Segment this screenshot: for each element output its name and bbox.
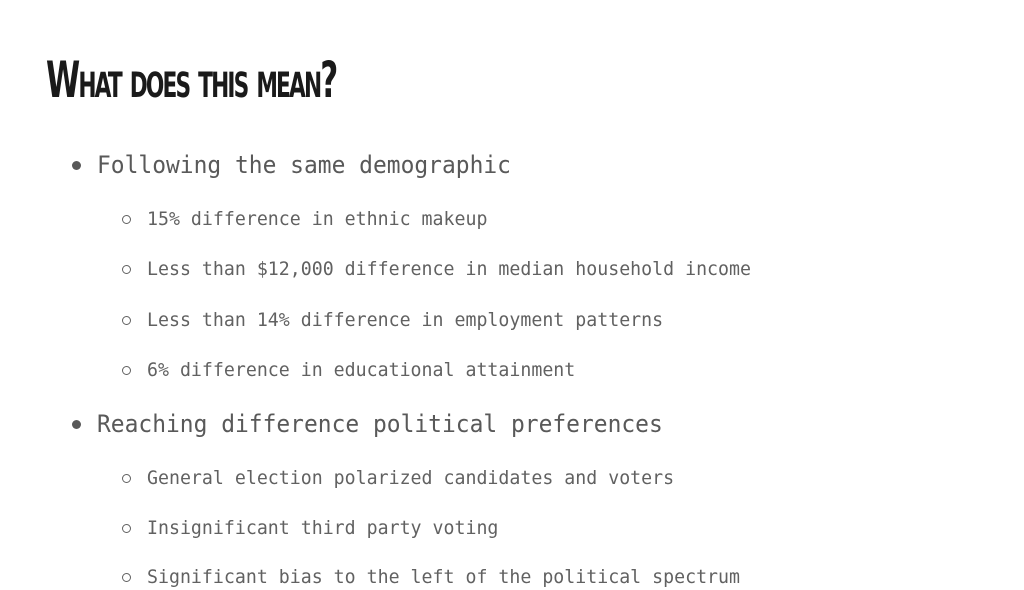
- sub-bullet-item: [122, 465, 696, 491]
- slide-title: What does this mean?: [46, 51, 337, 109]
- filled-bullet-icon: [72, 420, 81, 429]
- sub-bullet-item: [122, 206, 502, 232]
- hollow-bullet-icon: [122, 265, 131, 274]
- sub-bullet-text: 6% difference in educational attainment: [147, 359, 576, 381]
- sub-bullet-item: [122, 564, 765, 590]
- hollow-bullet-icon: [122, 573, 131, 582]
- hollow-bullet-icon: [122, 474, 131, 483]
- sub-bullet-item: [122, 307, 685, 333]
- bullet-item: [72, 149, 530, 181]
- sub-bullet-item: [122, 357, 593, 383]
- bullet-text: Following the same demographic: [97, 151, 511, 179]
- sub-bullet-text: Significant bias to the left of the political spectrum: [147, 566, 741, 588]
- bullet-item: [72, 408, 689, 440]
- hollow-bullet-icon: [122, 524, 131, 533]
- hollow-bullet-icon: [122, 215, 131, 224]
- sub-bullet-item: [122, 515, 513, 541]
- filled-bullet-icon: [72, 161, 81, 170]
- sub-bullet-item: [122, 256, 776, 282]
- sub-bullet-text: General election polarized candidates and voters: [147, 467, 675, 489]
- hollow-bullet-icon: [122, 366, 131, 375]
- hollow-bullet-icon: [122, 316, 131, 325]
- bullet-text: Reaching difference political preferences: [97, 410, 663, 438]
- sub-bullet-text: Less than 14% difference in employment patterns: [147, 309, 664, 331]
- sub-bullet-text: 15% difference in ethnic makeup: [147, 208, 488, 230]
- sub-bullet-text: Insignificant third party voting: [147, 517, 499, 539]
- sub-bullet-text: Less than $12,000 difference in median household income: [147, 258, 751, 280]
